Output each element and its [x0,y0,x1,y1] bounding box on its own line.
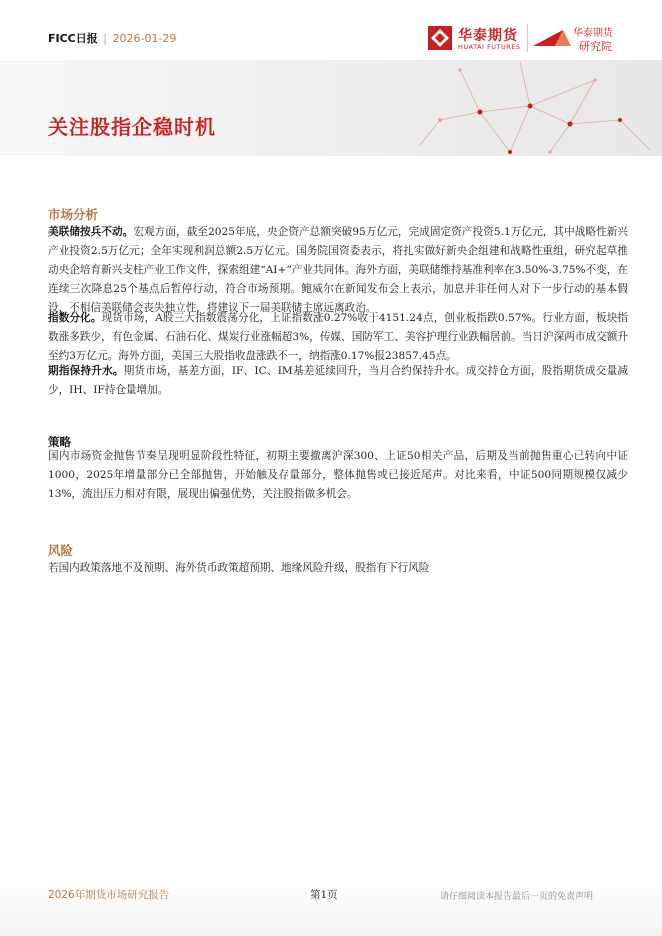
huatai-logo-mark-icon [428,24,452,50]
paragraph-body: 现货市场，A股三大指数震荡分化，上证指数涨0.27%收于4151.24点，创业板指跌0.57%。行业方面，板块指数涨多跌少，有色金属、石油石化、煤炭行业涨幅超3%，传媒、国防军工、美容护理行业跌幅居前。当日沪深两市成交额升至约3万亿元。海外方面，美国三大股指收盘涨跌不一，纳指涨0.17%报23857.45点。 [48,312,629,362]
market-analysis-paragraph-3 [48,362,628,400]
institute-name-line1: 华泰期货 [573,28,613,39]
network-decoration-icon [380,60,662,156]
footer-report-name: 2026年期货市场研究报告 [48,889,170,901]
page-number: 第1页 [310,889,338,901]
institute-name-line2: 研究院 [579,40,612,53]
title-banner [0,60,662,156]
footer-disclaimer-note: 请仔细阅读本报告最后一页的免责声明 [440,892,594,902]
logo-divider [527,24,528,52]
logo-name-en: HUATAI FUTURES [458,43,521,51]
paragraph-body: 期货市场，基差方面，IF、IC、IM基差延续回升，当月合约保持升水。成交持仓方面，股指期货成交量减少，IH、IF持仓量增加。 [48,365,628,396]
page-header [0,0,662,60]
institute-logo-mark-icon [533,28,571,48]
doc-type-label: FICC日报 [48,32,98,45]
paragraph-lead: 美联储按兵不动。 [48,226,134,238]
strategy-paragraph: 国内市场资金抛售节奏呈现明显阶段性特征，初期主要撤离沪深300、上证50相关产品，后期及当前抛售重心已转向中证1000，2025年增量部分已全部抛售，开始触及存量部分，整体抛售或已接近尾声。对比来看，中证500同期规模仅减少13%，流出压力相对有限，展现出偏强优势，关注股指做多机会。 [48,450,628,500]
logo-name-cn: 华泰期货 [458,28,518,44]
market-analysis-paragraph-1 [48,223,628,318]
risk-paragraph: 若国内政策落地不及预期、海外货币政策超预期、地缘风险升级，股指有下行风险 [48,562,430,574]
paragraph-lead: 期指保持升水。 [48,365,124,377]
strategy-heading: 策略 [48,435,71,449]
header-separator: | [103,32,107,45]
report-date: 2026-01-29 [112,32,177,45]
risk-heading: 风险 [48,543,74,558]
huatai-futures-logo [428,24,528,54]
page-footer [0,870,662,936]
paragraph-lead: 指数分化。 [48,312,102,324]
header-doc-info [48,30,176,46]
report-title: 关注股指企稳时机 [48,115,216,139]
research-institute-logo [533,22,623,56]
market-analysis-paragraph-2 [48,309,628,366]
paragraph-body: 宏观方面，截至2025年底，央企资产总额突破95万亿元，完成固定资产投资5.1万亿元，其中战略性新兴产业投资2.5万亿元；全年实现利润总额2.5万亿元。国务院国资委表示，将扎实做好新央企组建和战略性重组，研究起草推动央企培育新兴支柱产业工作文件，探索组建“AI+”产业共同体。海外方面，美联储维持基准利率在3.50%-3.75%不变，在连续三次降息25个基点后暂停行动，符合市场预期。鲍威尔在新闻发布会上表示，加息并非任何人对下一步行动的基本假设，不相信美联储会丧失独立性，将建议下一届美联储主席远离政治。 [48,226,628,314]
market-analysis-heading: 市场分析 [48,207,99,222]
